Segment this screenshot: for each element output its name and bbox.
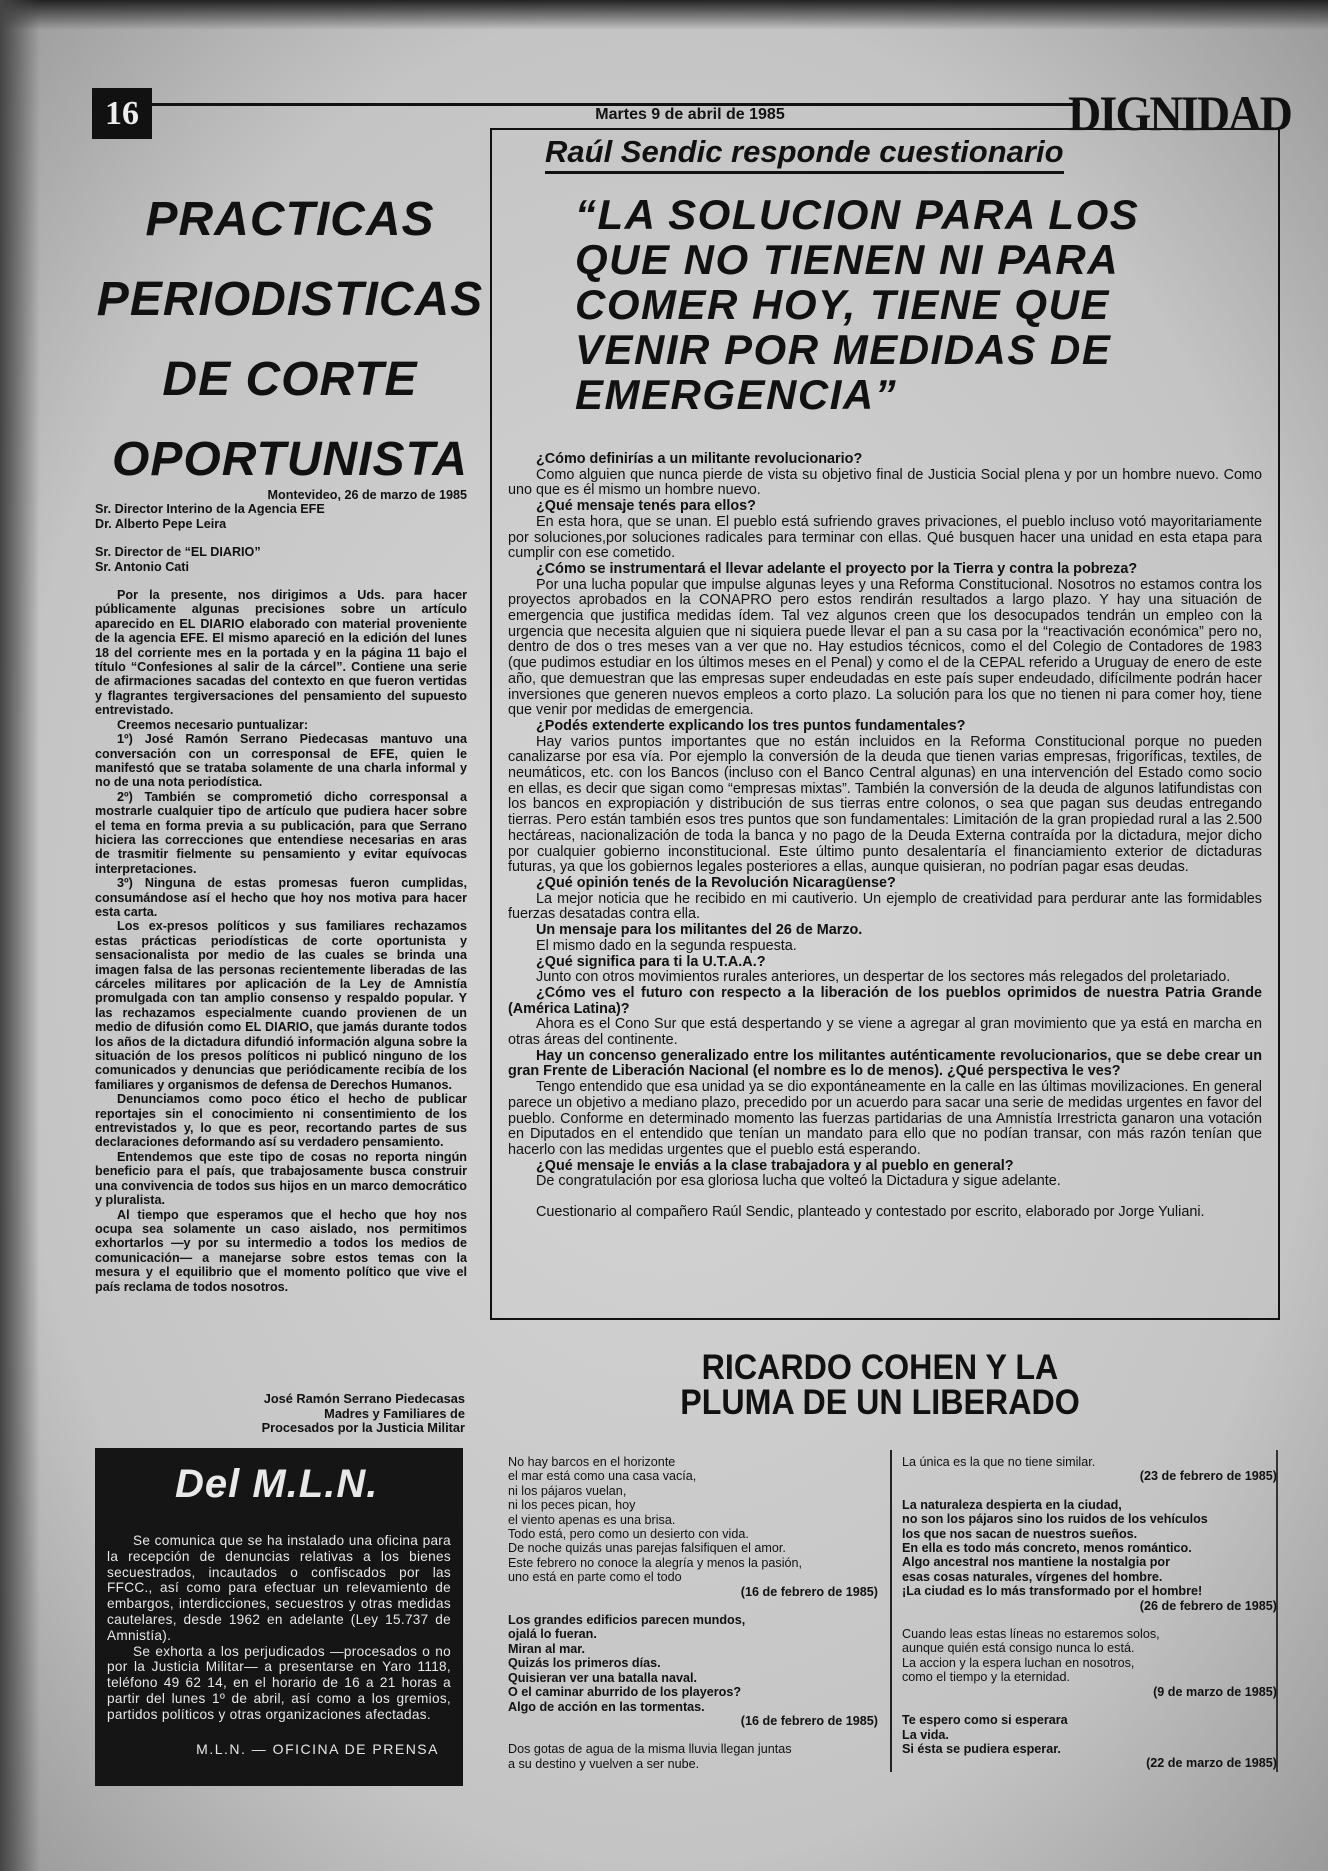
headline-line: VENIR POR MEDIDAS DE (575, 326, 1112, 373)
letter-paragraph: Entendemos que este tipo de cosas no reporta ningún beneficio para el país, que trabajosamente busca construir una convivencia de todos sus hijos en un marco democrático y pluralista. (95, 1149, 467, 1208)
letter-body (95, 488, 467, 1294)
poem (902, 1627, 1277, 1699)
cohen-headline (586, 1350, 1175, 1420)
poems-left-column (508, 1455, 878, 1785)
letter-paragraphs (95, 588, 467, 1294)
letter-paragraph: Al tiempo que esperamos que el hecho que hoy nos ocupa sea solamente un caso aislado, nos permitimos exhortarlos —y por su intermedio a todos los medios de comunicación— a manejarse sobre estos temas con la mesura y el equilibrio que el momento político que vive el país reclama de todos nosotros. (95, 1207, 467, 1294)
poem-line: Cuando leas estas líneas no estaremos solos, (902, 1627, 1160, 1642)
poem (508, 1613, 878, 1728)
interview-question: ¿Cómo ves el futuro con respecto a la liberación de los pueblos oprimidos de nuestra Patria Grande (América Latina)? (508, 984, 1262, 1017)
poem-date: (22 de marzo de 1985) (1146, 1756, 1277, 1771)
interview-answer: Por una lucha popular que impulse algunas leyes y una Reforma Constitucional. Nosotros no estamos contra los proyectos aprobados en la CONAPRO pero estos rendirán resultados a largo plazo. Y hay una situación de emergencia que justifica medidas ídem. Tal vez algunos creen que los desocupados tendrán un empleo con la urgencia que necesita alguien que ni siquiera puede llevar el pan a su casa por la “reactivación económica” pero no, dentro de dos o tres meses van a ver que no. Hay estudios técnicos, como el del Colegio de Contadores de 1983 (que pudimos estudiar en los últimos meses en el Penal) y como el de la CEPAL referido a Uruguay de enero de este año, que demuestran que las empresas super endeudadas en este país super endeudado, difícilmente podrán hacer inversiones que generen nuevos empleos a corto plazo. La solución para los que no tienen ni para comer hoy, tiene que venir por medidas de emergencia. (508, 576, 1262, 719)
poem-line: el mar está como una casa vacía, (508, 1469, 697, 1484)
addressee-line: Dr. Alberto Pepe Leira (95, 516, 227, 531)
interview-credit: Cuestionario al compañero Raúl Sendic, planteado y contestado por escrito, elaborado por Jorge Yuliani. (536, 1204, 1205, 1221)
headline-line: EMERGENCIA” (575, 371, 898, 418)
headline-line: QUE NO TIENEN NI PARA (575, 236, 1120, 283)
letter-paragraph: Por la presente, nos dirigimos a Uds. para hacer públicamente algunas precisiones sobre un artículo aparecido en EL DIARIO elaborado con material proveniente de la agencia EFE. El mismo apareció en la edición del lunes 18 del corriente mes en la portada y en la página 11 bajo el título “Confesiones al salir de la cárcel”. Contiene una serie de afirmaciones sacadas del contexto en que fueron vertidas y flagrantes tergiversaciones del pensamiento del supuesto entrevistado. (95, 588, 467, 718)
interview-answer: Ahora es el Cono Sur que está despertando y se viene a agregar al gran movimiento que ya está en marcha en otras áreas del continente. (508, 1016, 1262, 1049)
poem-line: Te espero como si esperara (902, 1713, 1068, 1728)
poem-line: Este febrero no conoce la alegría y menos la pasión, (508, 1555, 803, 1570)
poem-line: Algo de acción en las tormentas. (508, 1699, 705, 1714)
poems-right-column (902, 1455, 1277, 1785)
letter-headline (95, 180, 485, 500)
headline-line: “LA SOLUCION PARA LOS (575, 191, 1140, 238)
addressee-line: Sr. Director de “EL DIARIO” (95, 545, 261, 560)
headline-line: DE CORTE (162, 353, 418, 406)
headline-line: RICARDO COHEN Y LA (701, 1348, 1059, 1387)
interview-answer: El mismo dado en la segunda respuesta. (536, 937, 797, 954)
poem-line: Quizás los primeros días. (508, 1656, 661, 1671)
headline-line: PLUMA DE UN LIBERADO (680, 1383, 1080, 1422)
poem-line: La naturaleza despierta en la ciudad, (902, 1497, 1122, 1512)
newspaper-logo: DIGNIDAD (1068, 85, 1291, 141)
poem-line: La accion y la espera luchan en nosotros, (902, 1655, 1135, 1670)
issue-date: Martes 9 de abril de 1985 (595, 106, 785, 123)
scan-edge-top (0, 0, 1328, 30)
poem-line: No hay barcos en el horizonte (508, 1455, 676, 1469)
poem-line: Quisieran ver una batalla naval. (508, 1670, 697, 1685)
interview-answer: En esta hora, que se unan. El pueblo está sufriendo graves privaciones, el pueblo incluso votó mayoritariamente por soluciones,por soluciones radicales para terminar con ellas. Qué busquen hacer una unidad en esta etapa para cumplir con ese cometido. (508, 513, 1262, 562)
poem-line: ojalá lo fueran. (508, 1627, 597, 1642)
poem-date: (16 de febrero de 1985) (740, 1584, 878, 1599)
interview-question: Un mensaje para los militantes del 26 de Marzo. (536, 922, 863, 939)
letter-paragraph: 3º) Ninguna de estas promesas fueron cumplidas, consumándose así el hecho que hoy nos motiva para hacer esta carta. (95, 876, 467, 919)
poem-line: a su destino y vuelven a ser nube. (508, 1756, 700, 1771)
interview-answer: Como alguien que nunca pierde de vista su objetivo final de Justicia Social plena y por un hombre nuevo. Como uno que es él mismo un hombre nuevo. (508, 466, 1262, 499)
scan-edge-left (0, 0, 40, 1871)
interview-answer: La mejor noticia que he recibido en mi cautiverio. Un ejemplo de creatividad para perdurar ante las formidables fuerzas desatadas contra ella. (508, 890, 1262, 923)
interview-question: ¿Cómo se instrumentará el llevar adelante el proyecto por la Tierra y contra la pobreza? (536, 560, 1138, 577)
interview-question: ¿Qué significa para ti la U.T.A.A.? (536, 953, 766, 970)
letter-paragraph: 1º) José Ramón Serrano Piedecasas mantuvo una conversación con un corresponsal de EFE, quien le manifestó que se trataba solamente de una charla informal y no de una nota periodística. (95, 732, 467, 790)
poem (508, 1455, 878, 1599)
mln-notice-box (95, 1448, 463, 1786)
poem (902, 1455, 1277, 1484)
poem-line: uno está en parte como el todo (508, 1570, 682, 1585)
poem-date: (26 de febrero de 1985) (1139, 1598, 1277, 1613)
headline-line: PRACTICAS (145, 193, 435, 246)
addressee-line: Sr. Director Interino de la Agencia EFE (95, 502, 325, 517)
interview-answer: Hay varios puntos importantes que no están incluidos en la Reforma Constitucional porque no pueden canalizarse por esa vía. Por ejemplo la conversión de la deuda que tienen varias empresas, frigoríficas, textiles, de neumáticos, etc. con los Bancos (incluso con el Banco Central algunas) en una intervención del Estado como socio en ellas, es decir que sigan como “empresas mixtas”. También la conversión de la deuda de algunos latifundistas con los bancos en expropiación y distribución de sus tierras entre colonos, o sea que pagan sus deudas entregando tierras. Pero están también esos tres puntos que son fundamentales: Limitación de la gran propiedad rural a las 2.500 hectáreas, nacionalización de toda la banca y no pago de la Deuda Externa contraída por la dictadura, mejor dicho por cualquier gobierno inconstitucional. Este último punto desalentaría el financiamiento exterior de dictaduras futuras, ya que los gobiernos legales posteriores a ellas, aunque quisieran, no podrían pagar esas deudas. (508, 733, 1262, 876)
poem-line: no son los pájaros sino los ruidos de los vehículos (902, 1512, 1208, 1527)
interview-answer: Tengo entendido que esa unidad ya se dio expontáneamente en la calle en las últimas movilizaciones. En general parece un objetivo a mediano plazo, precedido por un acuerdo para sacar una serie de medidas urgentes en favor del pueblo. Conforme en determinado momento las fuerzas partidarias de una Amnistía Irrestricta ganaron una votación en Diputados en el entendido que tenían un mandato para ello que no podían transar, con más razón tenían que hacerlo con las medidas urgentes que el pueblo está esperando. (508, 1079, 1262, 1158)
headline-line: OPORTUNISTA (112, 433, 468, 486)
poem-line: Miran al mar. (508, 1641, 585, 1656)
poem-line: esas cosas naturales, vírgenes del hombre. (902, 1569, 1163, 1584)
interview-question: ¿Qué mensaje le enviás a la clase trabajadora y al pueblo en general? (536, 1157, 1014, 1174)
poem-line: Los grandes edificios parecen mundos, (508, 1613, 746, 1628)
mln-paragraph: Se exhorta a los perjudicados —procesados o no por la Justicia Militar— a presentarse en Yaro 1118, teléfono 49 62 14, en el horario de 16 a 21 horas a partir del lunes 1º de abril, así como a los gremios, partidos políticos y otras organizaciones afectadas. (107, 1643, 451, 1722)
signature-line: Procesados por la Justicia Militar (261, 1420, 465, 1435)
interview-qa (508, 452, 1262, 1221)
poem-line: el viento apenas es una brisa. (508, 1512, 676, 1527)
column-divider (890, 1450, 892, 1772)
page-number: 16 (92, 88, 152, 139)
poem-line: Dos gotas de agua de la misma lluvia llegan juntas (508, 1742, 792, 1757)
poem-line: La única es la que no tiene similar. (902, 1455, 1096, 1469)
interview-question: Hay un concenso generalizado entre los militantes auténticamente revolucionarios, que se debe crear un gran Frente de Liberación Nacional (el nombre es lo de menos). ¿Qué perspectiva le ves? (508, 1047, 1262, 1080)
letter-paragraph: Denunciamos como poco ético el hecho de publicar reportajes sin el conocimiento ni consentimiento de los entrevistados y, lo que es peor, recortando partes de sus declaraciones deformando así su verdadero pensamiento. (95, 1092, 467, 1150)
poem (902, 1498, 1277, 1613)
spacer (95, 531, 467, 545)
spacer (95, 574, 467, 588)
letter-paragraph: Creemos necesario puntualizar: (117, 717, 309, 732)
poem-line: como el tiempo y la eternidad. (902, 1670, 1071, 1685)
poem-line: los que nos sacan de nuestros sueños. (902, 1526, 1138, 1541)
headline-line: PERIODISTICAS (96, 273, 484, 326)
signature-line: Madres y Familiares de (324, 1405, 465, 1421)
interview-question: ¿Cómo definirías a un militante revolucionario? (536, 451, 863, 467)
headline-line: COMER HOY, TIENE QUE (575, 281, 1110, 328)
letter-signature (95, 1392, 465, 1436)
poem-line: ni los peces pican, hoy (508, 1498, 636, 1513)
poem-date: (9 de marzo de 1985) (1153, 1684, 1277, 1699)
interview-question: ¿Qué opinión tenés de la Revolución Nicaragüense? (536, 874, 896, 891)
poem-line: En ella es todo más concreto, menos romántico. (902, 1541, 1192, 1556)
interview-question: ¿Podés extenderte explicando los tres puntos fundamentales? (536, 717, 966, 734)
interview-kicker: Raúl Sendic responde cuestionario (545, 134, 1064, 174)
poem-line: ¡La ciudad es lo más transformado por el hombre! (902, 1584, 1203, 1599)
poem-line: ni los pájaros vuelan, (508, 1483, 627, 1498)
poem (902, 1713, 1277, 1771)
letter-paragraph: Los ex-presos políticos y sus familiares rechazamos estas prácticas periodísticas de corte oportunista y sensacionalista por medio de las cuales se brinda una imagen falsa de las personas recientemente liberadas de las cárceles militares por aplicación de la Ley de Amnistía promulgada con tan amplio consenso y respaldo popular. Y las rechazamos especialmente cuando provienen de un medio de difusión como EL DIARIO, que jamás durante todos los años de la dictadura difundió información alguna sobre la situación de los presos políticos ni publicó ninguno de los comunicados y denuncias que periódicamente recibía de los familiares y organismos de defensa de Derechos Humanos. (95, 919, 467, 1092)
mln-signature: M.L.N. — OFICINA DE PRENSA (196, 1740, 439, 1757)
mln-paragraph: Se comunica que se ha instalado una oficina para la recepción de denuncias relativas a los bienes secuestrados, incautados o confiscados por las FFCC., así como para efectuar un relevamiento de embargos, interdicciones, secuestros y otras medidas cautelares, desde 1962 en adelante (Ley 15.737 de Amnistía). (107, 1533, 451, 1643)
poem-line: Si ésta se pudiera esperar. (902, 1741, 1061, 1756)
interview-question: ¿Qué mensaje tenés para ellos? (536, 498, 756, 515)
poem-line: La vida. (902, 1727, 949, 1742)
poem-line: Todo está, pero como un desierto con vida. (508, 1527, 749, 1542)
poem-line: Algo ancestral nos mantiene la nostalgia por (902, 1555, 1171, 1570)
interview-answer: De congratulación por esa gloriosa lucha que volteó la Dictadura y sigue adelante. (536, 1173, 1061, 1190)
poem-line: O el caminar aburrido de los playeros? (508, 1685, 742, 1700)
letter-place-date: Montevideo, 26 de marzo de 1985 (267, 488, 467, 502)
interview-answer: Junto con otros movimientos rurales anteriores, un despertar de los sectores más relegados del proletariado. (536, 969, 1231, 986)
interview-headline (575, 192, 1139, 417)
poem-date: (23 de febrero de 1985) (1139, 1469, 1277, 1484)
poem-line: aunque quién está consigo nunca lo está. (902, 1641, 1135, 1656)
poem (508, 1742, 878, 1771)
letter-paragraph: 2º) También se comprometió dicho corresponsal a mostrarle cualquier tipo de artículo que pudiera hacer sobre el tema en forma previa a su publicación, para que Serrano hiciera las correcciones que entendiese necesarias en aras de trasmitir fielmente su pensamiento y evitar equívocas interpretaciones. (95, 789, 467, 876)
poem-line: De noche quizás unas parejas falsifiquen el amor. (508, 1541, 786, 1556)
poem-date: (16 de febrero de 1985) (740, 1713, 878, 1728)
addressee-line: Sr. Antonio Cati (95, 559, 189, 574)
signature-line: José Ramón Serrano Piedecasas (263, 1391, 465, 1406)
mln-title: Del M.L.N. (175, 1462, 379, 1506)
